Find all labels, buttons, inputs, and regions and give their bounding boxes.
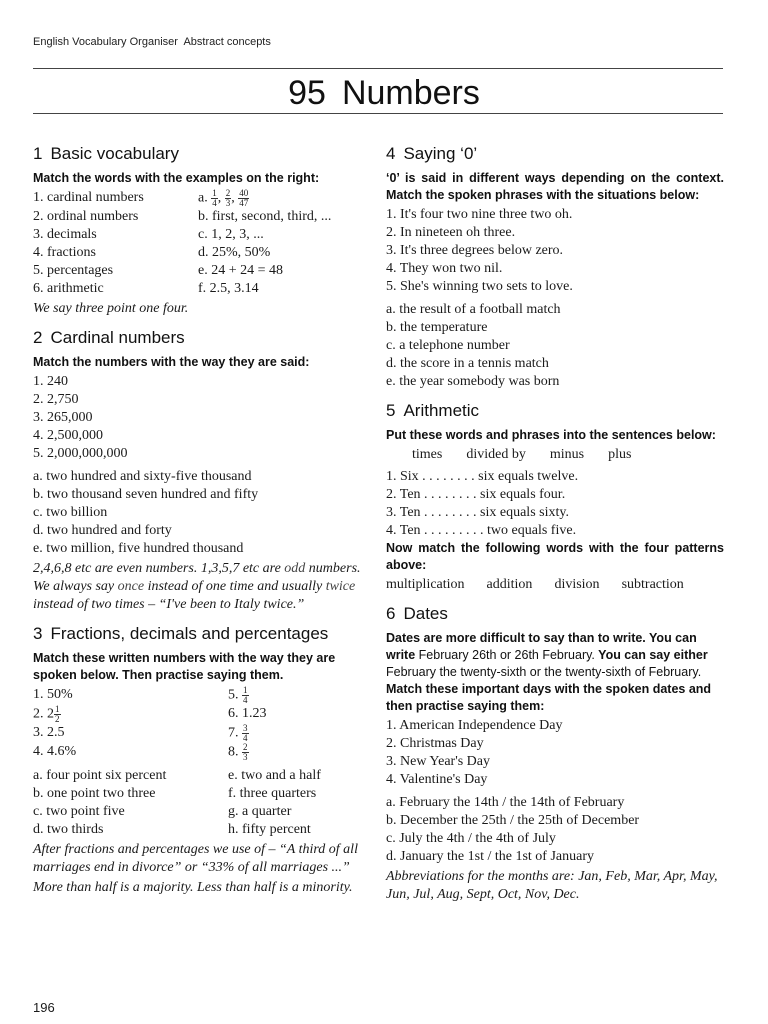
bottom-rule <box>33 113 723 114</box>
instruction-example: February 26th or 26th February. <box>418 648 595 662</box>
denominator: 4 <box>243 733 248 743</box>
spoken-form: a. four point six percent <box>33 768 167 783</box>
section-2-options <box>33 468 371 558</box>
list-item: d. the score in a tennis match <box>386 356 549 371</box>
list-item: 5. 2,000,000,000 <box>33 446 128 461</box>
term: 1. cardinal numbers <box>33 190 144 205</box>
example: d. 25%, 50% <box>198 245 271 260</box>
list-row <box>33 226 371 244</box>
word: minus <box>549 447 585 462</box>
list-item: 1. 240 <box>33 374 68 389</box>
item-number: 7. <box>228 725 239 741</box>
list-item: e. two million, five hundred thousand <box>33 541 244 556</box>
example: f. 2.5, 3.14 <box>198 281 259 296</box>
note-text: instead of one time and usually <box>144 579 326 594</box>
section-4-situations <box>386 301 724 391</box>
section-number: 3 <box>33 624 43 643</box>
term: 3. decimals <box>33 227 97 242</box>
section-5-instruction: Put these words and phrases into the sentences below: <box>386 428 716 442</box>
list-item: 3. It's three degrees below zero. <box>386 243 564 258</box>
written-number <box>228 724 371 743</box>
section-number: 5 <box>386 401 396 420</box>
note-emphasis: once <box>117 579 145 594</box>
spoken-form: d. two thirds <box>33 822 104 837</box>
written-number <box>228 743 371 762</box>
list-item: d. January the 1st / the 1st of January <box>386 849 595 864</box>
chapter-title <box>0 74 768 113</box>
book-title: English Vocabulary Organiser <box>33 36 178 48</box>
numerator: 1 <box>243 685 248 695</box>
note-emphasis: twice <box>325 579 356 594</box>
section-1-title <box>33 144 371 164</box>
spoken-form: g. a quarter <box>228 804 292 819</box>
denominator: 4 <box>243 695 248 705</box>
section-4-title <box>386 144 724 164</box>
chapter-number: 95 <box>288 74 326 112</box>
list-row <box>33 743 371 762</box>
list-row <box>33 724 371 743</box>
spoken-form: f. three quarters <box>228 786 317 801</box>
term: 4. fractions <box>33 245 96 260</box>
list-row <box>33 803 371 821</box>
instruction-text: You can say either <box>594 648 708 662</box>
section-2-numbers <box>33 373 371 463</box>
item-number: 8. <box>228 744 239 760</box>
top-rule <box>33 68 723 69</box>
numerator: 1 <box>55 704 60 714</box>
numerator: 2 <box>243 742 248 752</box>
right-column <box>386 144 724 904</box>
section-5-instruction-2: Now match the following words with the four patterns above: <box>386 541 724 572</box>
list-item: c. two billion <box>33 505 108 520</box>
list-item: 2. Christmas Day <box>386 736 484 751</box>
section-6-title <box>386 604 724 624</box>
section-3-instruction: Match these written numbers with the way they are spoken below. Then practise saying them. <box>33 651 336 682</box>
section-title-text: Basic vocabulary <box>50 144 179 163</box>
list-row <box>33 821 371 839</box>
spoken-form: h. fifty percent <box>228 822 311 837</box>
section-6-instruction <box>386 630 724 715</box>
section-title-text: Fractions, decimals and percentages <box>50 624 329 643</box>
list-item: b. two thousand seven hundred and fifty <box>33 487 259 502</box>
list-item: e. the year somebody was born <box>386 374 560 389</box>
section-title-text: Saying ‘0’ <box>403 144 478 163</box>
list-item: 5. She's winning two sets to love. <box>386 279 573 294</box>
section-3-options <box>33 767 371 839</box>
instruction-example: February the twenty-sixth or the twenty-sixth of February. <box>386 665 702 679</box>
denominator: 4 <box>212 198 217 208</box>
item-letter: a. <box>198 190 208 206</box>
section-number: 2 <box>33 328 43 347</box>
numerator: 40 <box>239 188 249 198</box>
list-item: 2. 2,750 <box>33 392 79 407</box>
example: e. 24 + 24 = 48 <box>198 263 284 278</box>
fraction <box>225 189 232 208</box>
section-3-note-1: After fractions and percentages we use of – “A third of all marriages end in divorce” or “33% of all marriages ...” <box>33 842 358 875</box>
fraction <box>238 189 249 208</box>
spoken-form: c. two point five <box>33 804 125 819</box>
section-4-phrases <box>386 206 724 296</box>
list-item: 4. Ten . . . . . . . . . two equals five. <box>386 523 577 538</box>
section-5-sentences <box>386 468 724 540</box>
section-6-dates <box>386 794 724 866</box>
list-item: b. December the 25th / the 25th of December <box>386 813 640 828</box>
list-item: a. February the 14th / the 14th of February <box>386 795 625 810</box>
written-number <box>228 686 371 705</box>
list-item: d. two hundred and forty <box>33 523 172 538</box>
section-2-title <box>33 328 371 348</box>
word-bank-2 <box>386 576 724 594</box>
section-1-instruction: Match the words with the examples on the right: <box>33 171 320 185</box>
denominator: 3 <box>243 752 248 762</box>
list-row <box>33 208 371 226</box>
left-column <box>33 144 371 897</box>
list-item: a. the result of a football match <box>386 302 561 317</box>
word: multiplication <box>386 577 465 592</box>
section-title-text: Cardinal numbers <box>50 328 185 347</box>
instruction-text: Match these important days with the spoken dates and then practise saying them: <box>386 682 712 713</box>
list-row <box>33 262 371 280</box>
list-item: c. July the 4th / the 4th of July <box>386 831 556 846</box>
word: divided by <box>466 447 526 462</box>
spoken-form: e. two and a half <box>228 768 321 783</box>
list-item: 3. New Year's Day <box>386 754 491 769</box>
section-6-days <box>386 717 724 789</box>
written-number: 4. 4.6% <box>33 744 77 759</box>
list-row <box>33 705 371 724</box>
numerator: 1 <box>212 188 217 198</box>
section-3-title <box>33 624 371 644</box>
example: b. first, second, third, ... <box>198 209 332 224</box>
note-text: numbers. We always say <box>33 561 361 594</box>
term: 5. percentages <box>33 263 114 278</box>
written-number <box>33 705 228 724</box>
section-title-text: Arithmetic <box>403 401 480 420</box>
section-number: 1 <box>33 144 43 163</box>
term: 6. arithmetic <box>33 281 104 296</box>
chapter-name: Numbers <box>341 74 480 112</box>
section-number: 6 <box>386 604 396 623</box>
word: subtraction <box>621 577 684 592</box>
numerator: 2 <box>225 188 231 198</box>
section-2-instruction: Match the numbers with the way they are said: <box>33 355 310 369</box>
list-item: b. the temperature <box>386 320 488 335</box>
list-row <box>33 785 371 803</box>
denominator: 47 <box>239 198 249 208</box>
denominator: 2 <box>55 714 60 724</box>
list-item: 4. 2,500,000 <box>33 428 103 443</box>
whole-part: 2. 2 <box>33 706 54 722</box>
note-text: 2,4,6,8 etc are even numbers. 1,3,5,7 etc are <box>33 561 285 576</box>
section-3-note-2: More than half is a majority. Less than half is a minority. <box>33 880 353 895</box>
list-item: 4. They won two nil. <box>386 261 503 276</box>
list-item: 3. 265,000 <box>33 410 93 425</box>
list-item: 1. Six . . . . . . . . six equals twelve. <box>386 469 579 484</box>
section-2-note <box>33 560 371 614</box>
example: a. $\frac{1}{4}$ , $\frac{2}{3}$ , $\frac{40}{47}$ <box>198 188 249 208</box>
fraction <box>211 189 218 208</box>
section-number: 4 <box>386 144 396 163</box>
list-row <box>33 767 371 785</box>
list-row <box>33 686 371 705</box>
section-4-instruction: ‘0’ is said in different ways depending on the context. Match the spoken phrases with the situations below: <box>386 171 724 202</box>
section-1-note: We say three point one four. <box>33 301 189 316</box>
spoken-form: b. one point two three <box>33 786 156 801</box>
fraction <box>242 686 249 705</box>
fraction <box>54 705 61 724</box>
word: addition <box>486 577 533 592</box>
instruction-text: Dates are more difficult to say than to write. You can write <box>386 631 697 662</box>
list-item: 2. In nineteen oh three. <box>386 225 516 240</box>
item-number: 5. <box>228 687 239 703</box>
written-number: 1. 50% <box>33 687 73 702</box>
list-row <box>33 244 371 262</box>
denominator: 3 <box>225 198 231 208</box>
list-item: 4. Valentine's Day <box>386 772 488 787</box>
word: division <box>554 577 600 592</box>
section-3-numbers <box>33 686 371 762</box>
term: 2. ordinal numbers <box>33 209 139 224</box>
section-title-text: Dates <box>403 604 448 623</box>
page-number: 196 <box>33 1000 55 1015</box>
written-number: 3. 2.5 <box>33 725 65 740</box>
section-name: Abstract concepts <box>183 36 271 48</box>
list-item: 3. Ten . . . . . . . . six equals sixty. <box>386 505 569 520</box>
list-item: 1. It's four two nine three two oh. <box>386 207 573 222</box>
note-text: instead of two times – “I've been to Italy twice.” <box>33 597 305 612</box>
list-item: 2. Ten . . . . . . . . six equals four. <box>386 487 566 502</box>
section-1-list <box>33 189 371 298</box>
word: plus <box>608 447 632 462</box>
section-6-note: Abbreviations for the months are: Jan, Feb, Mar, Apr, May, Jun, Jul, Aug, Sept, Oct, Nov, Dec. <box>386 869 718 902</box>
written-number: 6. 1.23 <box>228 706 267 721</box>
numerator: 3 <box>243 723 248 733</box>
list-item: a. two hundred and sixty-five thousand <box>33 469 252 484</box>
fraction <box>242 724 249 743</box>
list-item: 1. American Independence Day <box>386 718 563 733</box>
list-item: c. a telephone number <box>386 338 510 353</box>
running-header <box>33 36 271 48</box>
fraction <box>242 743 249 762</box>
section-5-title <box>386 401 724 421</box>
word: times <box>412 447 443 462</box>
list-row <box>33 189 371 208</box>
example: c. 1, 2, 3, ... <box>198 227 264 242</box>
list-row <box>33 280 371 298</box>
note-emphasis: odd <box>284 561 306 576</box>
word-bank <box>386 446 724 464</box>
